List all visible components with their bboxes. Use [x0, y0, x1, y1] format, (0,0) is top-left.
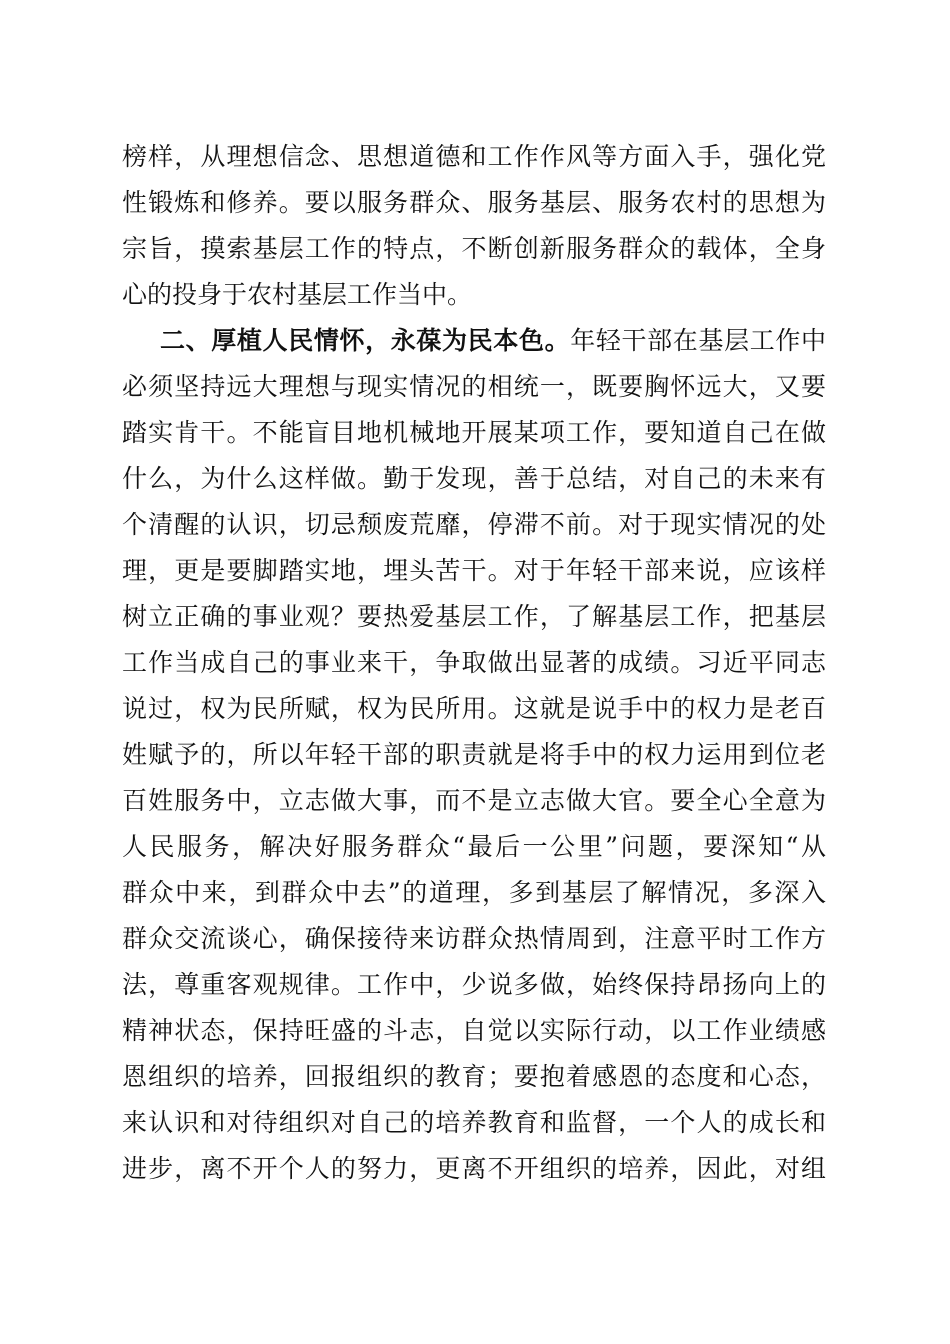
- text-line: 进步，离不开个人的努力，更离不开组织的培养，因此，对组: [122, 1154, 826, 1183]
- text-run: 年轻干部在基层工作中: [570, 326, 826, 355]
- text-line: 个清醒的认识，切忌颓废荒靡，停滞不前。对于现实情况的处: [122, 510, 826, 539]
- text-line: 百姓服务中，立志做大事，而不是立志做大官。要全心全意为: [122, 786, 826, 815]
- text-line: 必须坚持远大理想与现实情况的相统一，既要胸怀远大，又要: [122, 372, 826, 401]
- text-line: 工作当成自己的事业来干，争取做出显著的成绩。习近平同志: [122, 648, 826, 677]
- text-line: 树立正确的事业观？要热爱基层工作，了解基层工作，把基层: [122, 602, 826, 631]
- text-line: 性锻炼和修养。要以服务群众、服务基层、服务农村的思想为: [122, 188, 826, 217]
- text-line: 心的投身于农村基层工作当中。: [122, 280, 473, 309]
- text-line: 群众中来，到群众中去”的道理，多到基层了解情况，多深入: [122, 878, 826, 907]
- text-line: 姓赋予的，所以年轻干部的职责就是将手中的权力运用到位老: [122, 740, 826, 769]
- text-line: 恩组织的培养，回报组织的教育；要抱着感恩的态度和心态，: [122, 1062, 826, 1091]
- text-line: 精神状态，保持旺盛的斗志，自觉以实际行动，以工作业绩感: [122, 1016, 826, 1045]
- text-line: 来认识和对待组织对自己的培养教育和监督，一个人的成长和: [122, 1108, 826, 1137]
- text-line: 群众交流谈心，确保接待来访群众热情周到，注意平时工作方: [122, 924, 826, 953]
- text-line: 理，更是要脚踏实地，埋头苦干。对于年轻干部来说，应该样: [122, 556, 826, 585]
- section-heading-line: [160, 321, 826, 361]
- section-heading: 二、厚植人民情怀，永葆为民本色。: [160, 326, 571, 355]
- text-line: 什么，为什么这样做。勤于发现，善于总结，对自己的未来有: [122, 464, 826, 493]
- text-line: 法，尊重客观规律。工作中，少说多做，始终保持昂扬向上的: [122, 970, 826, 999]
- text-line: 榜样，从理想信念、思想道德和工作作风等方面入手，强化党: [122, 142, 826, 171]
- text-line: 宗旨，摸索基层工作的特点，不断创新服务群众的载体，全身: [122, 234, 826, 263]
- text-line: 人民服务，解决好服务群众“最后一公里”问题，要深知“从: [122, 832, 826, 861]
- text-line: 说过，权为民所赋，权为民所用。这就是说手中的权力是老百: [122, 694, 826, 723]
- text-line: 踏实肯干。不能盲目地机械地开展某项工作，要知道自己在做: [122, 418, 826, 447]
